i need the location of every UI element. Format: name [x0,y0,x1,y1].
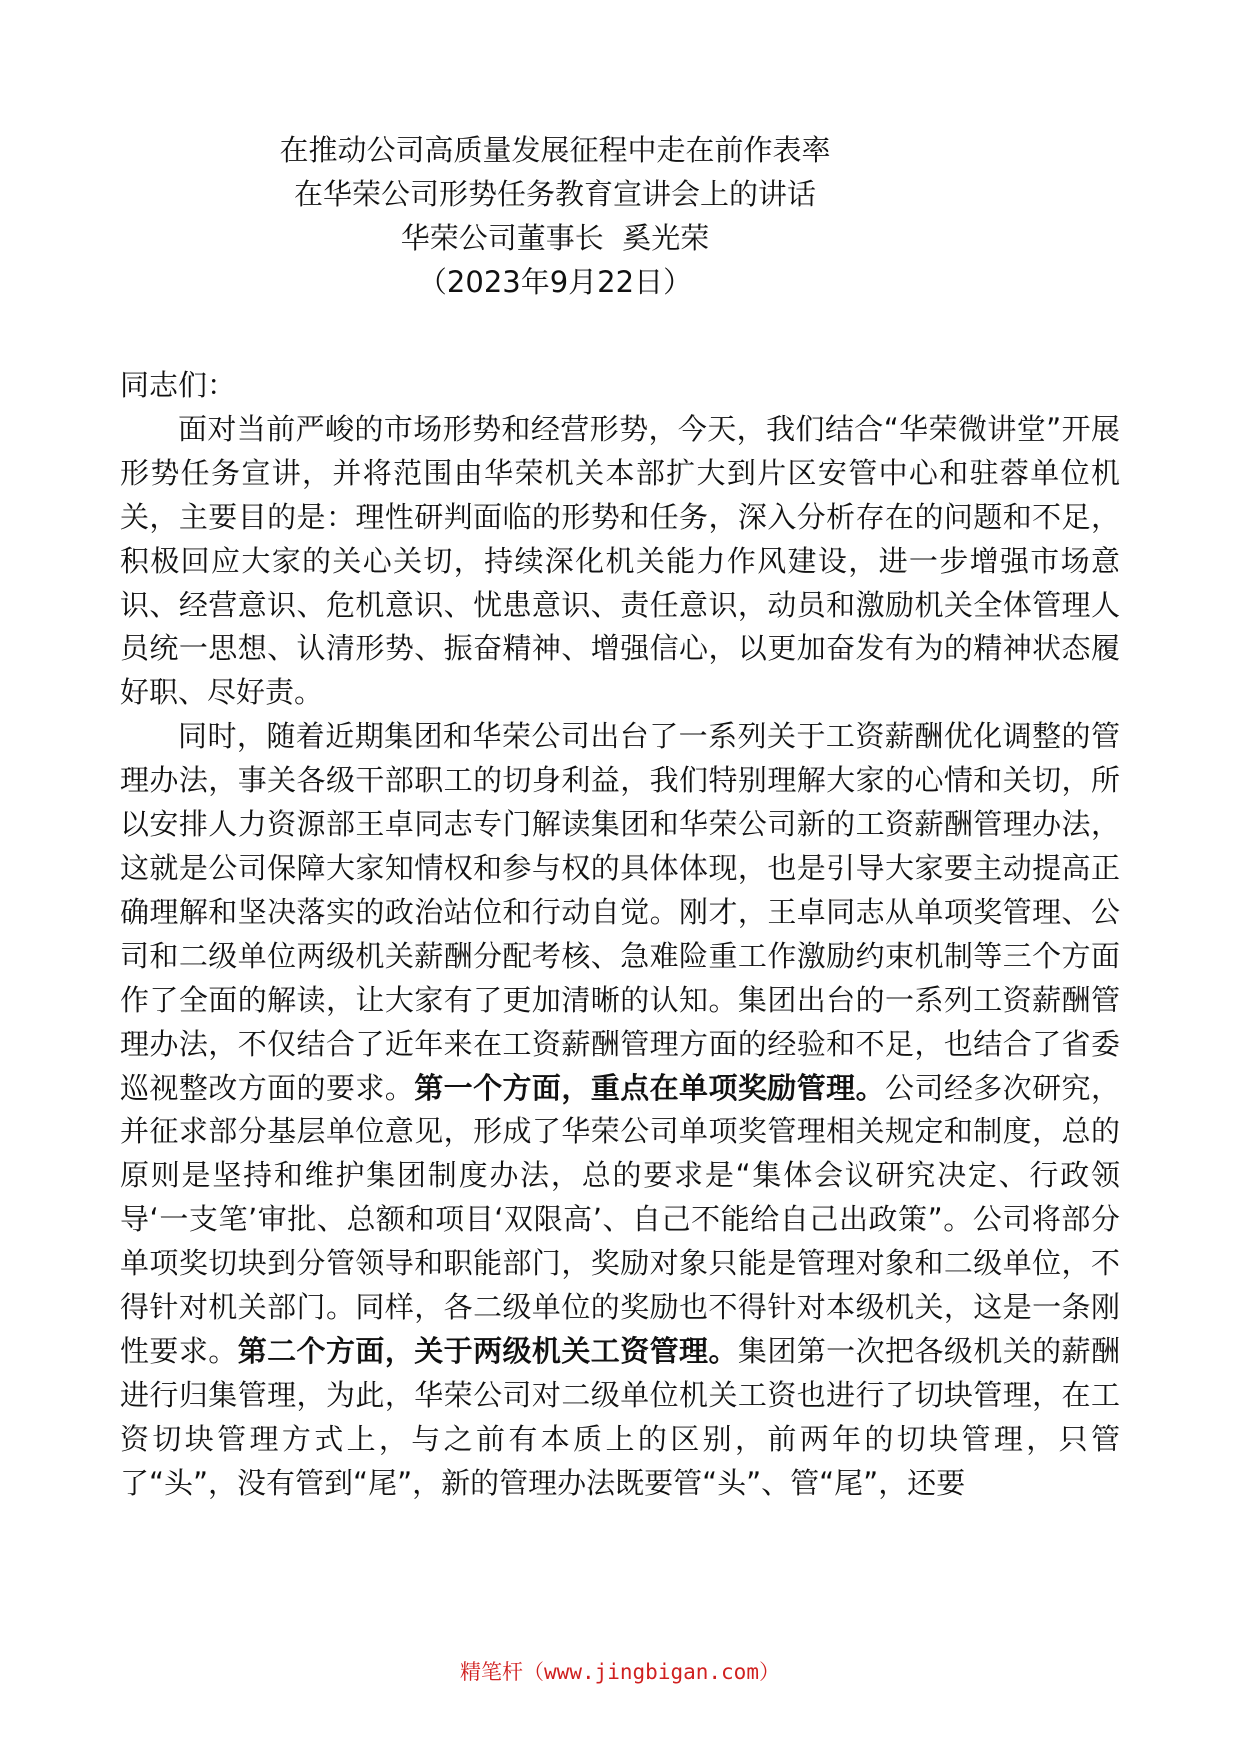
speech-date: （2023年9月22日） [417,265,693,299]
paragraph-2-intro: 同时，随着近期集团和华荣公司出台了一系列关于工资薪酬优化调整的管理办法，事关各级干部职工的切身利益，我们特别理解大家的心情和关切，所以安排人力资源部王卓同志专门解读集团和华荣公司新的工资薪酬管理办法，这就是公司保障大家知情权和参与权的具体体现，也是引导大家要主动提高正确理解和坚决落实的政治站位和行动自觉。刚才，王卓同志从单项奖管理、公司和二级单位两级机关薪酬分配考核、急难险重工作激励约束机制等三个方面作了全面的解读，让大家有了更加清晰的认知。集团出台的一系列工资薪酬管理办法，不仅结合了近年来在工资薪酬管理方面的经验和不足，也结合了省委巡视整改方面的要求。 [120,719,1120,1105]
speech-title: 在推动公司高质量发展征程中走在前作表率 [279,133,831,167]
title-block [0,128,1110,304]
watermark-footer [0,1658,1240,1686]
section-heading-2: 第二个方面，关于两级机关工资管理。 [237,1333,738,1368]
paragraph-2-section-2-text: 集团第一次把各级机关的薪酬进行归集管理，为此，华荣公司对二级单位机关工资也进行了切块管理，在工资切块管理方式上，与之前有本质上的区别，前两年的切块管理，只管了“头”，没有管到“尾”，新的管理办法既要管“头”、管“尾”，还要 [120,1333,1120,1500]
section-heading-1: 第一个方面，重点在单项奖励管理。 [414,1070,886,1105]
paragraph-2-section-1-text: 公司经多次研究，并征求部分基层单位意见，形成了华荣公司单项奖管理相关规定和制度，总的原则是坚持和维护集团制度办法，总的要求是“集体会议研究决定、行政领导‘一支笔’审批、总额和项目‘双限高’、自己不能给自己出政策”。公司将部分单项奖切块到分管领导和职能部门，奖励对象只能是管理对象和二级单位，不得针对机关部门。同样，各二级单位的奖励也不得针对本级机关，这是一条刚性要求。 [120,1070,1120,1368]
speech-subtitle: 在华荣公司形势任务教育宣讲会上的讲话 [293,177,816,211]
salutation: 同志们： [120,368,237,402]
footer-site-url[interactable]: （www.jingbigan.com） [523,1660,780,1684]
speaker-line: 华荣公司董事长 奚光荣 [400,221,710,255]
footer-site-name: 精笔杆 [460,1660,524,1684]
paragraph-1: 面对当前严峻的市场形势和经营形势，今天，我们结合“华荣微讲堂”开展形势任务宣讲，并将范围由华荣机关本部扩大到片区安管中心和驻蓉单位机关，主要目的是：理性研判面临的形势和任务，深入分析存在的问题和不足，积极回应大家的关心关切，持续深化机关能力作风建设，进一步增强市场意识、经营意识、危机意识、忧患意识、责任意识，动员和激励机关全体管理人员统一思想、认清形势、振奋精神、增强信心，以更加奋发有为的精神状态履好职、尽好责。 [120,411,1120,710]
paragraph-2 [120,715,1120,1505]
speech-body [120,364,1120,1506]
